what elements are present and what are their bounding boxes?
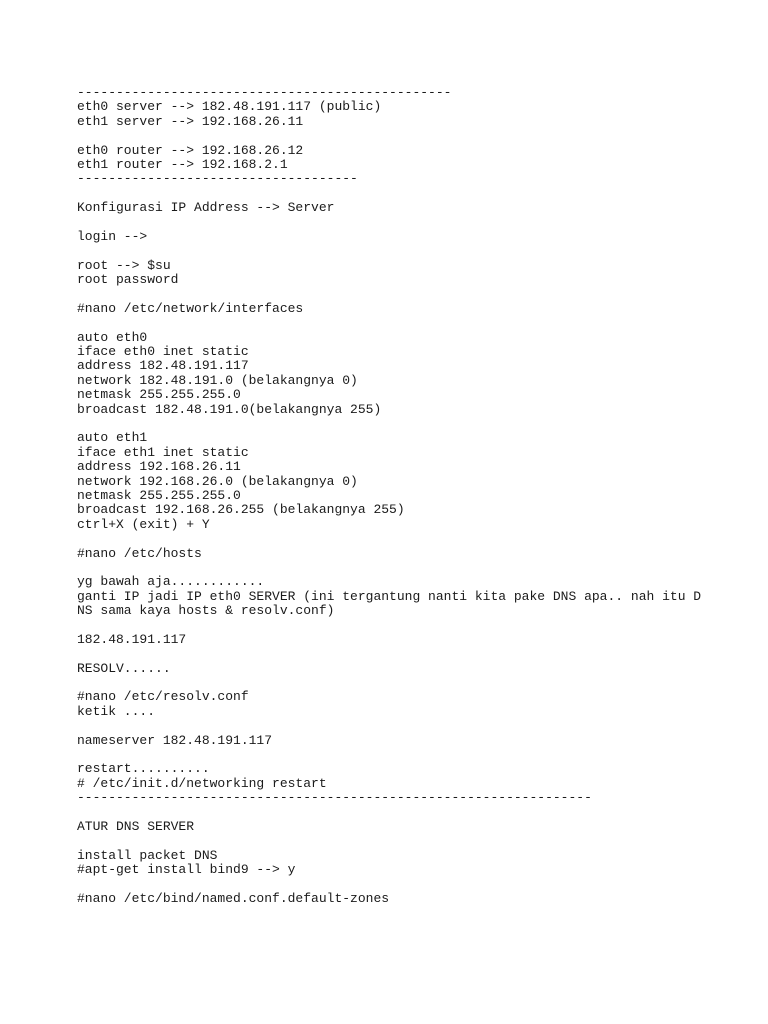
text-line: ATUR DNS SERVER bbox=[77, 818, 195, 834]
text-line: netmask 255.255.255.0 bbox=[77, 487, 241, 503]
text-line: root --> $su bbox=[77, 257, 171, 273]
blank-line bbox=[77, 748, 737, 762]
text-line: ctrl+X (exit) + Y bbox=[77, 516, 210, 532]
blank-line bbox=[77, 216, 737, 230]
blank-line bbox=[77, 532, 737, 546]
blank-line bbox=[77, 719, 737, 733]
blank-line bbox=[77, 561, 737, 575]
text-line: address 192.168.26.11 bbox=[77, 459, 241, 475]
text-line: iface eth0 inet static bbox=[77, 344, 249, 360]
text-line: Konfigurasi IP Address --> Server bbox=[77, 200, 335, 216]
text-line: eth1 server --> 192.168.26.11 bbox=[77, 113, 304, 129]
text-line: network 182.48.191.0 (belakangnya 0) bbox=[77, 372, 358, 388]
text-line: yg bawah aja............ bbox=[77, 574, 265, 590]
text-line: #nano /etc/hosts bbox=[77, 545, 202, 561]
text-line: NS sama kaya hosts & resolv.conf) bbox=[77, 603, 335, 619]
text-line: 182.48.191.117 bbox=[77, 631, 187, 647]
text-line: eth0 server --> 182.48.191.117 (public) bbox=[77, 99, 382, 115]
blank-line bbox=[77, 676, 737, 690]
text-line: iface eth1 inet static bbox=[77, 444, 249, 460]
text-line: RESOLV...... bbox=[77, 660, 171, 676]
text-line: login --> bbox=[77, 228, 148, 244]
text-line: root password bbox=[77, 272, 179, 288]
blank-line bbox=[77, 834, 737, 848]
blank-line bbox=[77, 417, 737, 431]
text-line: address 182.48.191.117 bbox=[77, 358, 249, 374]
blank-line bbox=[77, 618, 737, 632]
blank-line bbox=[77, 806, 737, 820]
text-line: #nano /etc/resolv.conf bbox=[77, 689, 249, 705]
text-line: ganti IP jadi IP eth0 SERVER (ini tergantung nanti kita pake DNS apa.. nah itu D bbox=[77, 588, 702, 604]
text-line: netmask 255.255.255.0 bbox=[77, 387, 241, 403]
text-line: ------------------------------------------------------------------ bbox=[77, 790, 592, 806]
text-line: #nano /etc/bind/named.conf.default-zones bbox=[77, 890, 390, 906]
blank-line bbox=[77, 647, 737, 661]
text-line: eth0 router --> 192.168.26.12 bbox=[77, 142, 304, 158]
text-line: ketik .... bbox=[77, 703, 156, 719]
text-line: auto eth0 bbox=[77, 329, 148, 345]
blank-line bbox=[77, 187, 737, 201]
text-line: ------------------------------------------------ bbox=[77, 85, 452, 100]
text-line: eth1 router --> 192.168.2.1 bbox=[77, 156, 288, 172]
text-line: broadcast 192.168.26.255 (belakangnya 255) bbox=[77, 502, 405, 518]
text-line: nameserver 182.48.191.117 bbox=[77, 732, 273, 748]
blank-line bbox=[77, 316, 737, 330]
text-line: broadcast 182.48.191.0(belakangnya 255) bbox=[77, 401, 382, 417]
text-line: restart.......... bbox=[77, 761, 210, 777]
document-page bbox=[77, 86, 737, 906]
text-line: #apt-get install bind9 --> y bbox=[77, 862, 296, 878]
blank-line bbox=[77, 129, 737, 143]
text-line: auto eth1 bbox=[77, 430, 148, 446]
text-line: ------------------------------------ bbox=[77, 171, 358, 187]
text-line: install packet DNS bbox=[77, 847, 218, 863]
text-line: # /etc/init.d/networking restart bbox=[77, 775, 327, 791]
blank-line bbox=[77, 877, 737, 891]
blank-line bbox=[77, 287, 737, 301]
text-line: network 192.168.26.0 (belakangnya 0) bbox=[77, 473, 358, 489]
text-line: #nano /etc/network/interfaces bbox=[77, 300, 304, 316]
blank-line bbox=[77, 244, 737, 258]
